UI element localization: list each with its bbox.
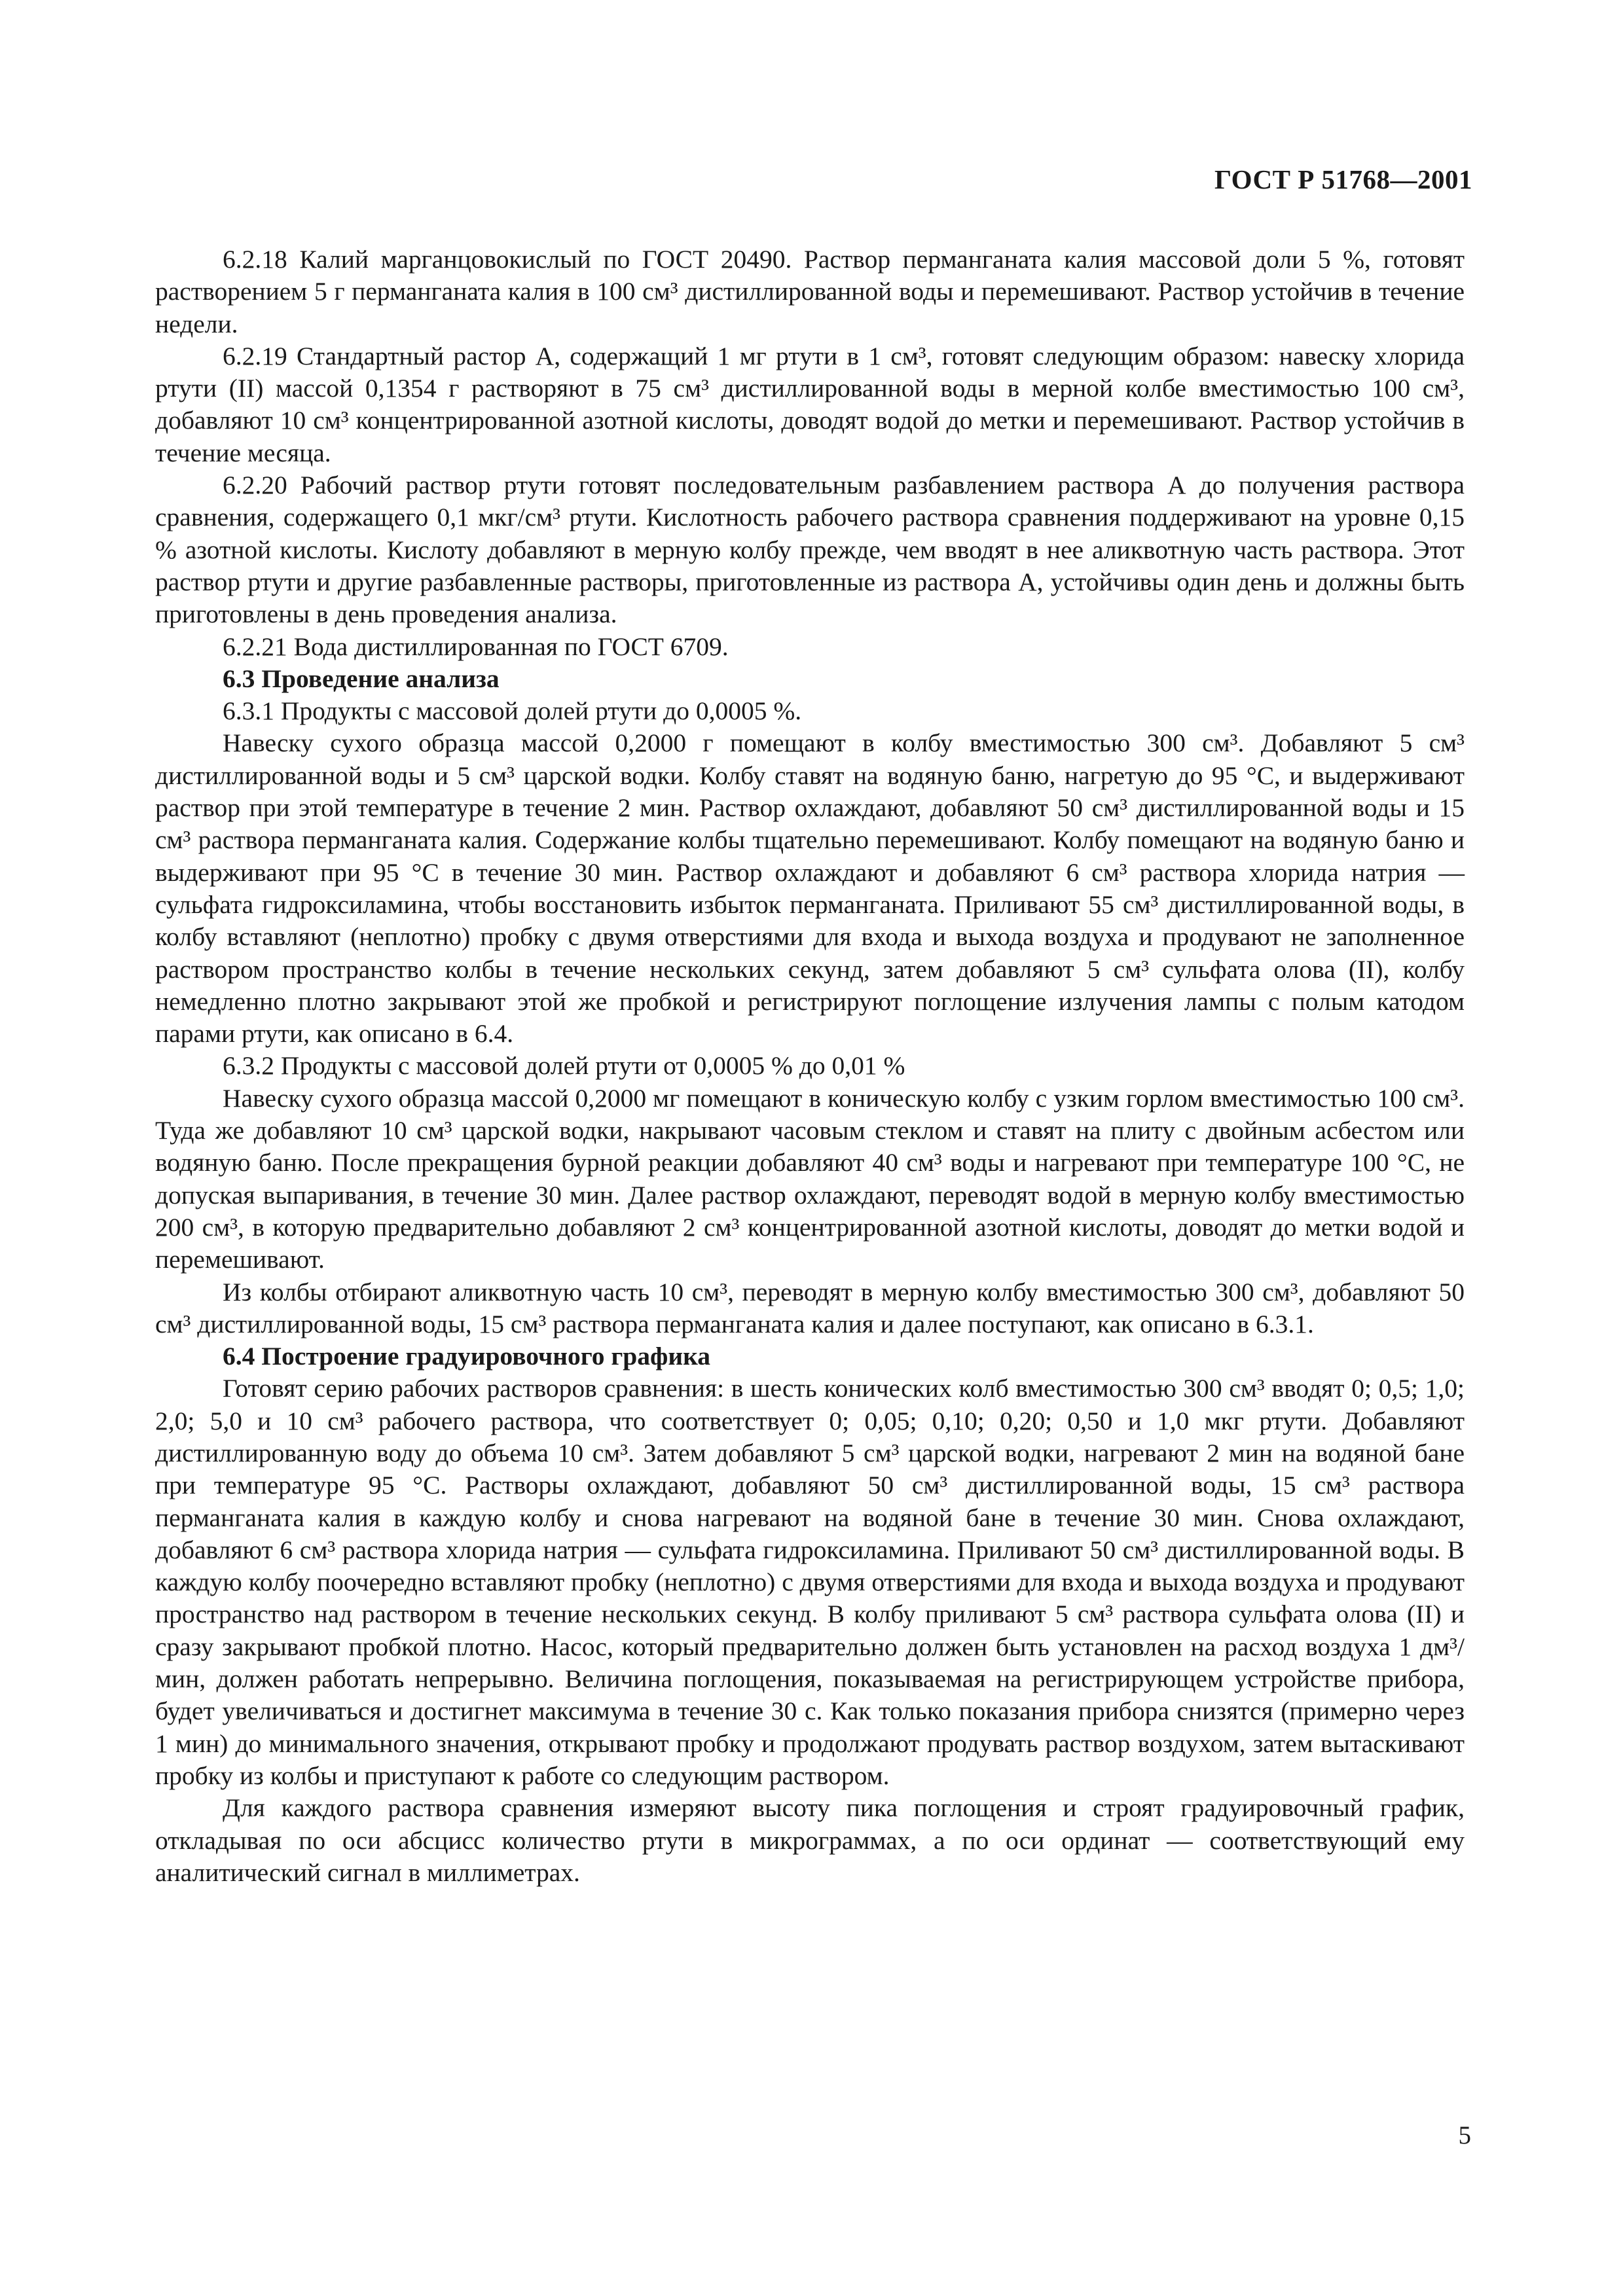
document-body <box>155 243 1465 1889</box>
paragraph-6-3-2-procedure: Навеску сухого образца массой 0,2000 мг помещают в коническую колбу с узким горлом вместимостью 100 см³. Туда же добавляют 10 см³ царской водки, накрывают часовым стеклом и ставят на плиту с двойным асбестом или водяную баню. После прекращения бурной реакции добавляют 40 см³ воды и нагревают при температуре 100 °С, не допуская выпаривания, в течение 30 мин. Далее раствор охлаждают, переводят водой в мерную колбу вместимостью 200 см³, в которую предварительно добавляют 2 см³ концентрированной азотной кислоты, доводят до метки водой и перемешивают. <box>155 1083 1465 1274</box>
section-heading-6-3: 6.3 Проведение анализа <box>223 664 500 693</box>
page-number: 5 <box>1458 2121 1471 2149</box>
paragraph-6-3-1: 6.3.1 Продукты с массовой долей ртути до 0,0005 %. <box>223 696 802 726</box>
paragraph-6-4-procedure: Готовят серию рабочих растворов сравнения: в шесть конических колб вместимостью 300 см³ вводят 0; 0,5; 1,0; 2,0; 5,0 и 10 см³ рабочего раствора, что соответствует 0; 0,05; 0,10; 0,20; 0,50 и 1,0 мкг ртути. Добавляют дистиллированную воду до объема 10 см³. Затем добавляют 5 см³ царской водки, нагревают 2 мин на водяной бане при температуре 95 °С. Растворы охлаждают, добавляют 50 см³ дистиллированной воды, 15 см³ раствора перманганата калия в каждую колбу и снова нагревают на водяной бане в течение 30 мин. Снова охлаждают, добавляют 6 см³ раствора хлорида натрия — сульфата гидроксиламина. Приливают 50 см³ дистиллированной воды. В каждую колбу поочередно вставляют пробку (неплотно) с двумя отверстиями для входа и выхода воздуха и продувают пространство над раствором в течение нескольких секунд. В колбу приливают 5 см³ раствора сульфата олова (II) и сразу закрывают пробкой плотно. Насос, который предварительно должен быть установлен на расход воздуха 1 дм³/мин, должен работать непрерывно. Величина поглощения, показываемая на регистрирующем устройстве прибора, будет увеличиваться и достигнет максимума в течение 30 с. Как только показания прибора снизятся (примерно через 1 мин) до минимального значения, открывают пробку и продолжают продувать раствор воздухом, затем вытаскивают пробку из колбы и приступают к работе со следующим раствором. <box>155 1374 1465 1790</box>
paragraph-6-2-18: 6.2.18 Калий марганцовокислый по ГОСТ 20490. Раствор перманганата калия массовой доли 5 %, готовят растворением 5 г перманганата калия в 100 см³ дистиллированной воды и перемешивают. Раствор устойчив в течение недели. <box>155 245 1465 338</box>
paragraph-6-3-1-procedure: Навеску сухого образца массой 0,2000 г помещают в колбу вместимостью 300 см³. Добавляют 5 см³ дистиллированной воды и 5 см³ царской водки. Колбу ставят на водяную баню, нагретую до 95 °С, и выдерживают раствор при этой температуре в течение 2 мин. Раствор охлаждают, добавляют 50 см³ дистиллированной воды и 15 см³ раствора перманганата калия. Содержание колбы тщательно перемешивают. Колбу помещают на водяную баню и выдерживают при 95 °С в течение 30 мин. Раствор охлаждают и добавляют 6 см³ раствора хлорида натрия — сульфата гидроксиламина, чтобы восстановить избыток перманганата. Приливают 55 см³ дистиллированной воды, в колбу вставляют (неплотно) пробку с двумя отверстиями для входа и выхода воздуха и продувают не заполненное раствором пространство колбы в течение нескольких секунд, затем добавляют 5 см³ сульфата олова (II), колбу немедленно плотно закрывают этой же пробкой и регистрируют поглощение излучения лампы с полым катодом парами ртути, как описано в 6.4. <box>155 728 1465 1049</box>
paragraph-6-4-calibration: Для каждого раствора сравнения измеряют высоту пика поглощения и строят градуировочный график, откладывая по оси абсцисс количество ртути в микрограммах, а по оси ординат — соответствующий ему аналитический сигнал в миллиметрах. <box>155 1793 1465 1887</box>
document-header: ГОСТ Р 51768—2001 <box>1214 164 1472 194</box>
paragraph-6-2-19: 6.2.19 Стандартный растор А, содержащий 1 мг ртути в 1 см³, готовят следующим образом: навеску хлорида ртути (II) массой 0,1354 г растворяют в 75 см³ дистиллированной воды в мерной колбе вместимостью 100 см³, добавляют 10 см³ концентрированной азотной кислоты, доводят водой до метки и перемешивают. Раствор устойчив в течение месяца. <box>155 341 1465 467</box>
paragraph-6-3-2: 6.3.2 Продукты с массовой долей ртути от 0,0005 % до 0,01 % <box>223 1051 905 1081</box>
paragraph-6-3-2-aliquot: Из колбы отбирают аликвотную часть 10 см³, переводят в мерную колбу вместимостью 300 см³, добавляют 50 см³ дистиллированной воды, 15 см³ раствора перманганата калия и далее поступают, как описано в 6.3.1. <box>155 1277 1465 1338</box>
paragraph-6-2-20: 6.2.20 Рабочий раствор ртути готовят последовательным разбавлением раствора А до получения раствора сравнения, содержащего 0,1 мкг/см³ ртути. Кислотность рабочего раствора сравнения поддерживают на уровне 0,15 % азотной кислоты. Кислоту добавляют в мерную колбу прежде, чем вводят в нее аликвотную часть раствора. Этот раствор ртути и другие разбавленные растворы, приготовленные из раствора А, устойчивы один день и должны быть приготовлены в день проведения анализа. <box>155 471 1465 629</box>
section-heading-6-4: 6.4 Построение градуировочного графика <box>223 1342 711 1371</box>
paragraph-6-2-21: 6.2.21 Вода дистиллированная по ГОСТ 6709. <box>223 632 729 661</box>
